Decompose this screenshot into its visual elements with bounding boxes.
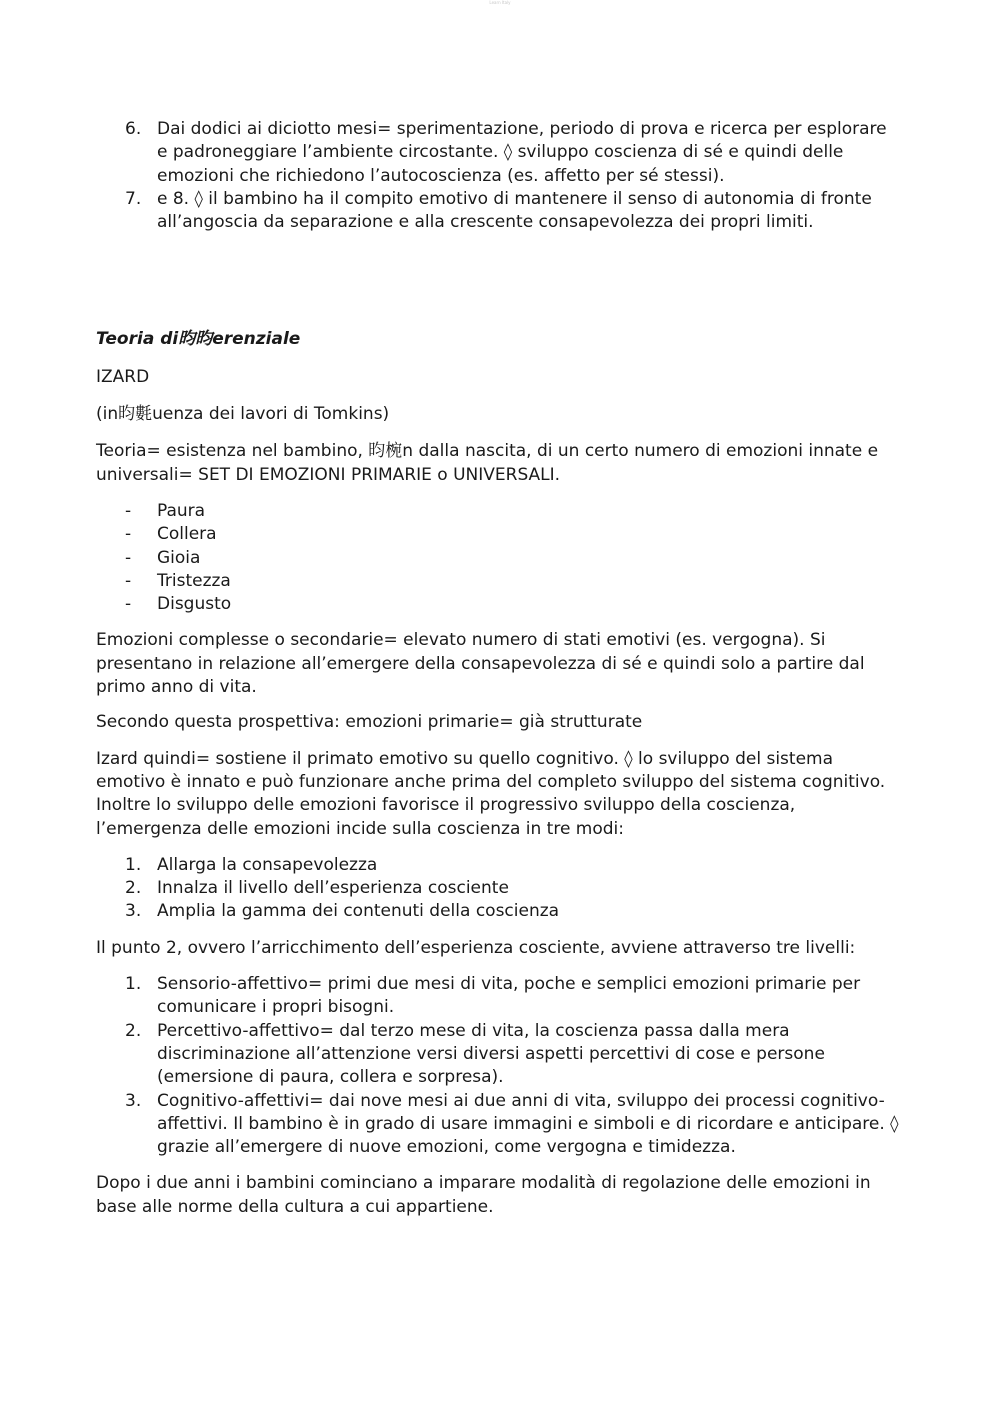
list-item-text: Dai dodici ai diciotto mesi= sperimentazione, periodo di prova e ricerca per esplorare e padroneggiare l’ambiente circostante. ◊ sviluppo coscienza di sé e quindi delle emozioni che richiedono l’autocoscienza (es. affetto per sé stessi). (157, 119, 887, 186)
list-marker: 2. (125, 1020, 142, 1041)
list-item-text: Percettivo-affettivo= dal terzo mese di vita, la coscienza passa dalla mera discriminazione all’attenzione versi diversi aspetti percettivi di cose e persone (emersione di paura, collera e sorpresa). (157, 1020, 825, 1088)
list-item (96, 854, 902, 877)
perspective-paragraph: Secondo questa prospettiva: emozioni primarie= già strutturate (96, 712, 643, 733)
list-item-text: Collera (157, 524, 217, 545)
consciousness-modes-list (96, 854, 902, 924)
list-item-text: Cognitivo-affettivi= dai nove mesi ai due anni di vita, sviluppo dei processi cognitivo-affettivi. Il bambino è in grado di usare immagini e simboli e di ricordare e anticipare. ◊ grazie all’emergere di nuove emozioni, come vergogna e timidezza. (157, 1090, 899, 1158)
primary-emotions-list (96, 500, 902, 616)
list-item (96, 1020, 902, 1090)
list-item-text: Sensorio-affettivo= primi due mesi di vita, poche e semplici emozioni primarie per comunicare i propri bisogni. (157, 974, 861, 1018)
levels-list (96, 973, 902, 1159)
list-item-text: Paura (157, 500, 206, 521)
list-item (96, 1090, 902, 1160)
list-item (96, 900, 902, 923)
list-item-text: Tristezza (157, 570, 231, 591)
page-content (96, 118, 902, 1219)
list-marker: 3. (125, 1090, 142, 1111)
theory-paragraph: Teoria= esistenza nel bambino, 昀椀n dalla nascita, di un certo numero di emozioni innate e universali= SET DI EMOZIONI PRIMARIE o UNIVERSALI. (96, 441, 879, 485)
author-name: IZARD (96, 366, 150, 387)
list-marker: - (125, 500, 132, 521)
list-item (96, 593, 902, 616)
list-item (96, 188, 902, 235)
list-item-text: Allarga la consapevolezza (157, 854, 378, 875)
list-item-text: Amplia la gamma dei contenuti della coscienza (157, 901, 560, 922)
top-numbered-list (96, 118, 902, 234)
list-item-text: Gioia (157, 547, 201, 568)
list-item (96, 118, 902, 188)
list-marker: - (125, 570, 132, 591)
list-item (96, 547, 902, 570)
list-item-text: Innalza il livello dell’esperienza cosciente (157, 878, 509, 899)
list-marker: - (125, 594, 132, 615)
list-item-text: Disgusto (157, 594, 232, 615)
list-marker: 3. (125, 901, 142, 922)
list-marker: - (125, 547, 132, 568)
list-marker: 6. (125, 119, 142, 139)
list-item (96, 523, 902, 546)
list-item-text: e 8. ◊ il bambino ha il compito emotivo di mantenere il senso di autonomia di fronte all’angoscia da separazione e alla crescente consapevolezza dei propri limiti. (157, 188, 872, 233)
point-two-paragraph: Il punto 2, ovvero l’arricchimento dell’esperienza cosciente, avviene attraverso tre livelli: (96, 937, 856, 958)
list-item (96, 500, 902, 523)
complex-emotions-paragraph: Emozioni complesse o secondarie= elevato numero di stati emotivi (es. vergogna). Si presentano in relazione all’emergere della consapevolezza di sé e quindi solo a partire dal primo anno di vita. (96, 630, 865, 698)
list-item (96, 877, 902, 900)
izard-primacy-paragraph: Izard quindi= sostiene il primato emotivo su quello cognitivo. ◊ lo sviluppo del sistema emotivo è innato e può funzionare anche prima del completo sviluppo del sistema cognitivo. Inoltre lo sviluppo delle emozioni favorisce il progressivo sviluppo della coscienza, l’emergenza delle emozioni incide sulla coscienza in tre modi: (96, 748, 886, 839)
list-marker: 1. (125, 974, 142, 995)
section-title: Teoria di昀昀erenziale (96, 329, 301, 350)
list-item (96, 570, 902, 593)
list-marker: - (125, 524, 132, 545)
list-item (96, 973, 902, 1020)
list-marker: 2. (125, 878, 142, 899)
watermark: Learn Italy (489, 0, 511, 5)
influence-note: (in昀氀uenza dei lavori di Tomkins) (96, 404, 390, 425)
list-marker: 1. (125, 854, 142, 875)
closing-paragraph: Dopo i due anni i bambini cominciano a imparare modalità di regolazione delle emozioni in base alle norme della cultura a cui appartiene. (96, 1173, 871, 1217)
list-marker: 7. (125, 188, 142, 209)
